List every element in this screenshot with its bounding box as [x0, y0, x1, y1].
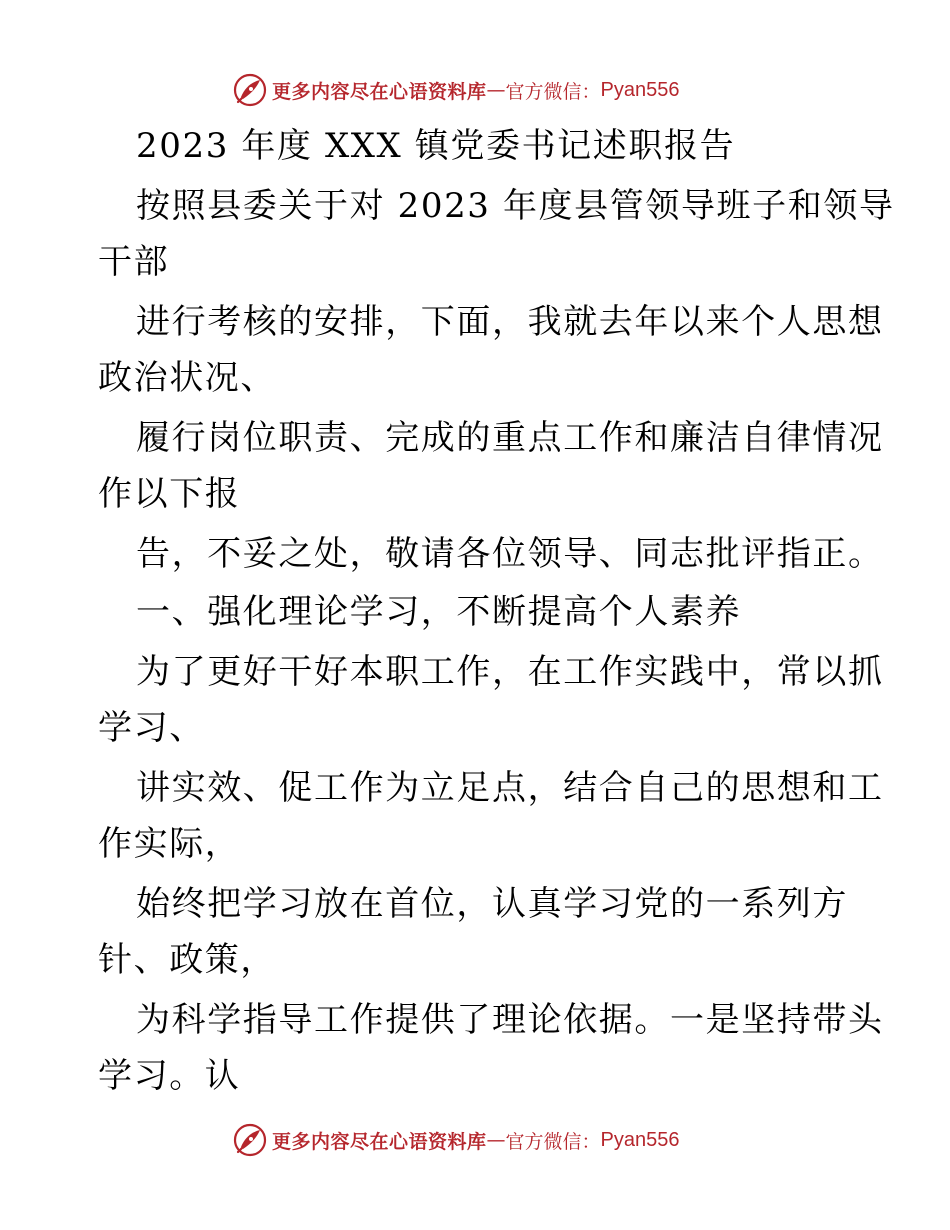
paragraph-line: 干部	[98, 242, 170, 282]
paragraph-line: 针、政策，	[98, 940, 276, 980]
paragraph-line: 进行考核的安排，下面，我就去年以来个人思想	[136, 302, 884, 342]
footer-watermark	[232, 1120, 752, 1160]
paragraph-line: 作以下报	[98, 474, 241, 514]
paragraph-line: 学习、	[98, 708, 205, 748]
watermark-sub-text: 官方微信：	[505, 80, 601, 103]
watermark-wechat-id: Pyan556	[600, 1128, 680, 1151]
pen-nib-logo-icon	[232, 72, 268, 108]
document-title: 2023 年度 XXX 镇党委书记述职报告	[136, 126, 736, 166]
watermark-dash: —	[486, 1129, 506, 1151]
header-watermark	[232, 70, 752, 110]
paragraph-line: 为了更好干好本职工作，在工作实践中，常以抓	[136, 652, 884, 692]
section-heading: 一、强化理论学习，不断提高个人素养	[136, 592, 742, 632]
pen-nib-logo-icon	[232, 1122, 268, 1158]
watermark-dash: —	[486, 79, 506, 101]
paragraph-line: 作实际，	[98, 824, 241, 864]
paragraph-line: 履行岗位职责、完成的重点工作和廉洁自律情况	[136, 418, 884, 458]
paragraph-line: 为科学指导工作提供了理论依据。一是坚持带头	[136, 1000, 884, 1040]
watermark-main-text: 更多内容尽在心语资料库	[272, 1130, 487, 1153]
watermark-main-text: 更多内容尽在心语资料库	[272, 80, 487, 103]
paragraph-line: 讲实效、促工作为立足点，结合自己的思想和工	[136, 768, 884, 808]
paragraph-line: 告，不妥之处，敬请各位领导、同志批评指正。	[136, 534, 884, 574]
watermark-sub-text: 官方微信：	[505, 1130, 601, 1153]
paragraph-line: 政治状况、	[98, 358, 276, 398]
paragraph-line: 学习。认	[98, 1056, 241, 1096]
watermark-wechat-id: Pyan556	[600, 78, 680, 101]
paragraph-line: 始终把学习放在首位，认真学习党的一系列方	[136, 884, 848, 924]
paragraph-line: 按照县委关于对 2023 年度县管领导班子和领导	[136, 186, 895, 226]
